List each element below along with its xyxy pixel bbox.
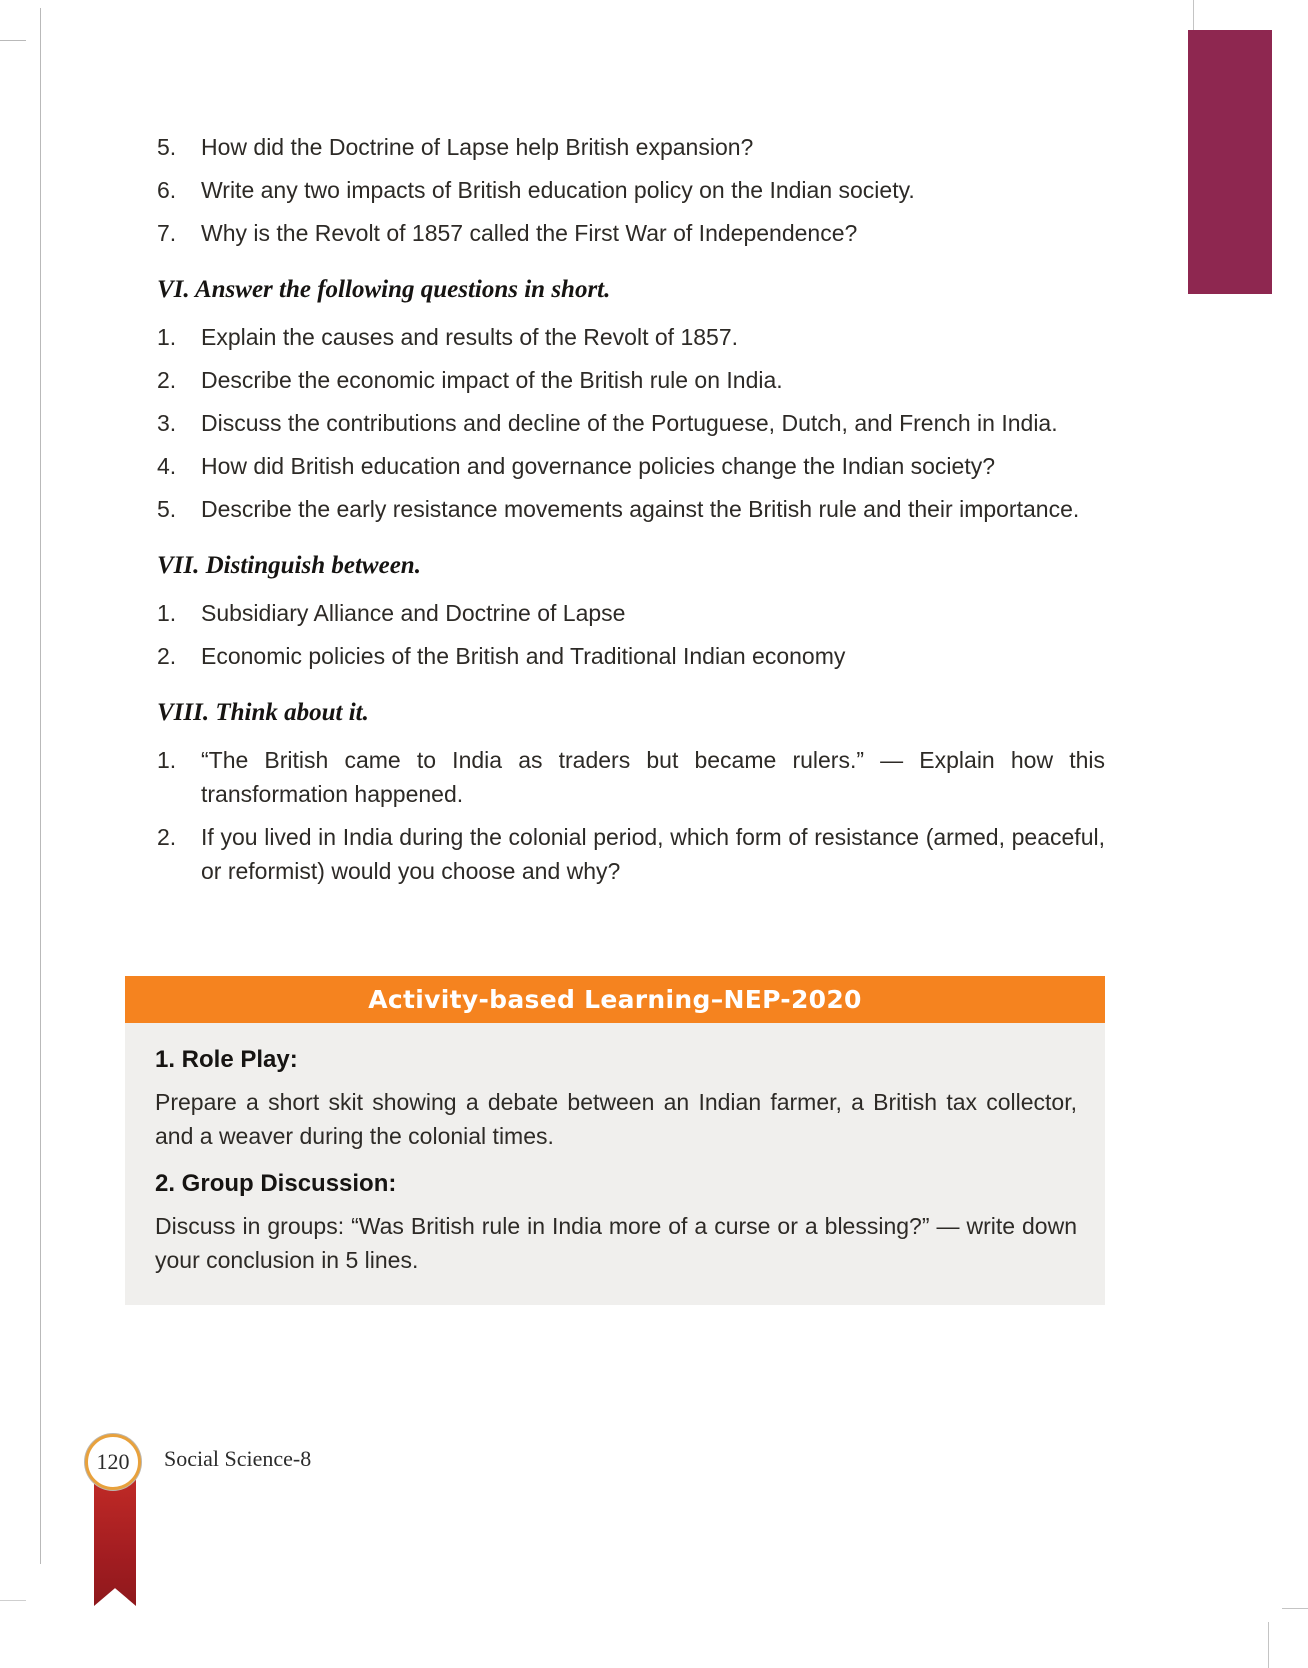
item-text: Explain the causes and results of the Revolt of 1857. (201, 324, 738, 350)
list-item (157, 743, 1105, 811)
item-number: 1. (157, 600, 177, 626)
activity-body (125, 1023, 1105, 1305)
book-title: Social Science-8 (164, 1446, 312, 1471)
activity-item-heading: 2. Group Discussion: (155, 1170, 397, 1197)
list-item (157, 216, 1105, 250)
item-text: How did British education and governance policies change the Indian society? (201, 453, 996, 479)
section-vii-list (157, 596, 1105, 673)
item-number: 3. (157, 410, 177, 436)
list-item (157, 492, 1105, 526)
maroon-side-band (1188, 30, 1272, 294)
activity-item-text: Prepare a short skit showing a debate between an Indian farmer, a British tax collector, and a weaver during the colonial times. (155, 1089, 1077, 1149)
activity-based-learning-box (125, 976, 1105, 1305)
page-number-badge (85, 1434, 141, 1490)
activity-banner: Activity-based Learning–NEP-2020 (125, 976, 1105, 1023)
list-item (157, 130, 1105, 164)
list-item (157, 449, 1105, 483)
crop-mark-top-left (0, 40, 26, 41)
page-number-ribbon (94, 1478, 136, 1606)
page-content (157, 130, 1105, 1305)
item-text: Describe the early resistance movements against the British rule and their importance. (201, 496, 1080, 522)
crop-mark-bottom-left (0, 1600, 26, 1601)
item-text: “The British came to India as traders but became rulers.” — Explain how this transformation happened. (201, 747, 1105, 807)
item-number: 6. (157, 177, 177, 203)
section-vi-list (157, 320, 1105, 526)
side-photo (1141, 296, 1308, 1668)
list-item (157, 363, 1105, 397)
section-heading-vi: VI. Answer the following questions in short. (157, 276, 611, 303)
list-item (157, 173, 1105, 207)
item-text: How did the Doctrine of Lapse help British expansion? (201, 134, 754, 160)
item-text: Write any two impacts of British education policy on the Indian society. (201, 177, 915, 203)
item-number: 1. (157, 324, 177, 350)
item-text: Subsidiary Alliance and Doctrine of Lapse (201, 600, 626, 626)
item-text: Discuss the contributions and decline of the Portuguese, Dutch, and French in India. (201, 410, 1058, 436)
activity-item-heading: 1. Role Play: (155, 1046, 298, 1073)
activity-item-text: Discuss in groups: “Was British rule in India more of a curse or a blessing?” — write down your conclusion in 5 lines. (155, 1213, 1077, 1273)
item-number: 5. (157, 134, 177, 160)
item-text: Economic policies of the British and Traditional Indian economy (201, 643, 846, 669)
item-number: 2. (157, 643, 177, 669)
item-text: Describe the economic impact of the British rule on India. (201, 367, 783, 393)
item-number: 4. (157, 453, 177, 479)
item-text: Why is the Revolt of 1857 called the First War of Independence? (201, 220, 858, 246)
left-margin-rule (40, 8, 41, 1564)
item-text: If you lived in India during the colonial period, which form of resistance (armed, peaceful, or reformist) would you choose and why? (201, 824, 1105, 884)
item-number: 1. (157, 747, 177, 773)
item-number: 5. (157, 496, 177, 522)
item-number: 2. (157, 824, 177, 850)
section-viii-list (157, 743, 1105, 888)
page-number: 120 (96, 1449, 130, 1474)
section-heading-viii: VIII. Think about it. (157, 699, 369, 726)
question-list-continued (157, 130, 1105, 250)
item-number: 7. (157, 220, 177, 246)
list-item (157, 320, 1105, 354)
item-number: 2. (157, 367, 177, 393)
list-item (157, 406, 1105, 440)
list-item (157, 596, 1105, 630)
section-heading-vii: VII. Distinguish between. (157, 552, 421, 579)
list-item (157, 820, 1105, 888)
list-item (157, 639, 1105, 673)
